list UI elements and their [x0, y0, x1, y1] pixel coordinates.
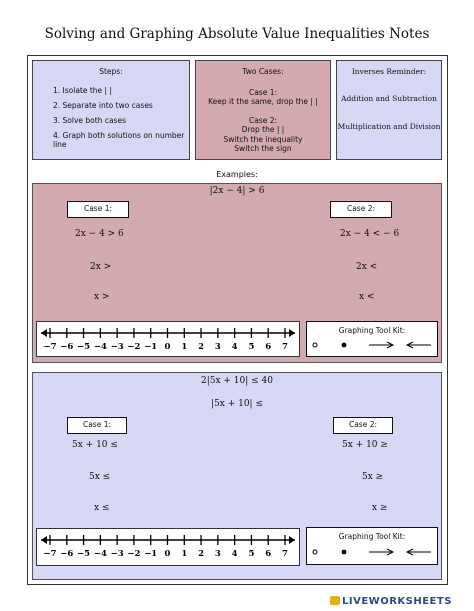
closed-circle-icon	[342, 343, 347, 348]
step-item: 2. Separate into two cases	[53, 101, 153, 110]
closed-circle-icon	[342, 550, 347, 555]
example1-case2-step: 2x <	[356, 262, 378, 272]
example2-case1-step: 5x + 10 ≤	[72, 440, 118, 450]
number-line-tick-label: 0	[164, 342, 171, 352]
number-line-tick-label: 1	[181, 342, 188, 352]
example1-problem: |2x − 4| > 6	[209, 186, 265, 196]
step-item: 1. Isolate the | |	[53, 86, 112, 95]
arrow-right-icon	[289, 536, 295, 544]
example1-case1-step: 2x − 4 > 6	[75, 229, 124, 239]
inverses-box	[336, 60, 442, 160]
example1-case1-label: Case 1:	[67, 201, 129, 218]
number-line-tick-label: −7	[43, 342, 57, 352]
inverses-line: Addition and Subtraction	[341, 94, 437, 103]
case2-line: Drop the | |	[241, 125, 285, 134]
steps-box	[32, 60, 190, 160]
number-line-tick-label: −2	[127, 549, 141, 559]
number-line-tick-label: −2	[127, 342, 141, 352]
number-line-tick-label: 5	[248, 549, 255, 559]
number-line-tick-label: 6	[265, 549, 272, 559]
open-circle-icon	[313, 343, 317, 347]
number-line-tick-label: −4	[93, 549, 107, 559]
example1-case2-step: 2x − 4 < − 6	[340, 229, 400, 239]
number-line-tick-label: 7	[282, 549, 288, 559]
case1-title: Case 1:	[248, 87, 278, 97]
two-cases-box	[195, 60, 331, 160]
example2-graphing-tool-kit	[306, 527, 438, 565]
example1-case2-step: x <	[359, 292, 375, 302]
example2-case1-step: 5x ≤	[89, 472, 111, 482]
example2-case2-label: Case 2:	[333, 417, 393, 434]
tool-kit-heading: Graphing Tool Kit:	[338, 532, 406, 541]
number-line-tick-label: 4	[231, 549, 238, 559]
example2-number-line[interactable]	[36, 528, 300, 566]
number-line-tick-label: 3	[214, 342, 221, 352]
number-line-tick-label: −3	[110, 342, 124, 352]
case2-line: Switch the inequality	[223, 134, 303, 144]
examples-label: Examples:	[216, 170, 258, 179]
example1-case2-label: Case 2:	[330, 201, 392, 218]
number-line-tick-label: 2	[198, 549, 205, 559]
open-circle-icon	[313, 550, 317, 554]
footer-brand: LIVEWORKSHEETS	[342, 596, 452, 607]
number-line-tick-label: 2	[198, 342, 205, 352]
number-line-tick-label: −6	[60, 549, 74, 559]
liveworksheets-icon	[330, 596, 340, 605]
steps-heading: Steps:	[99, 67, 123, 76]
case1-text: Keep it the same, drop the | |	[208, 97, 318, 106]
example2-case2-step: 5x ≥	[362, 472, 384, 482]
tool-kit-heading: Graphing Tool Kit:	[338, 326, 406, 335]
liveworksheets-logo	[330, 596, 452, 607]
example2-case1-step: x ≤	[94, 503, 110, 513]
arrow-left-icon	[41, 536, 47, 544]
inverses-line: Multiplication and Division	[337, 122, 441, 131]
number-line-tick-label: −5	[77, 342, 91, 352]
number-line-tick-label: 3	[214, 549, 221, 559]
example2-case2-step: 5x + 10 ≥	[342, 440, 388, 450]
two-cases-heading: Two Cases:	[242, 67, 284, 76]
number-line-tick-label: 1	[181, 549, 188, 559]
example1-number-line[interactable]	[36, 321, 300, 357]
step-item: 4. Graph both solutions on number line	[53, 131, 185, 149]
example1-graphing-tool-kit	[306, 321, 438, 357]
inverses-heading: Inverses Reminder:	[351, 67, 427, 76]
number-line-tick-label: −5	[77, 549, 91, 559]
tool-kit-symbols	[307, 541, 435, 561]
number-line-tick-label: −3	[110, 549, 124, 559]
number-line-tick-label: 5	[248, 342, 255, 352]
arrow-left-icon	[41, 329, 47, 337]
number-line-tick-label: −7	[43, 549, 57, 559]
number-line-tick-label: −1	[144, 549, 158, 559]
number-line-tick-label: 4	[231, 342, 238, 352]
number-line-tick-label: 6	[265, 342, 272, 352]
number-line-tick-label: 7	[282, 342, 288, 352]
example1-case1-step: 2x >	[90, 262, 112, 272]
number-line-graphic	[37, 322, 299, 356]
example2-problem: 2|5x + 10| ≤ 40	[200, 376, 274, 386]
number-line-tick-label: −6	[60, 342, 74, 352]
number-line-tick-label: −4	[93, 342, 107, 352]
arrow-right-icon	[289, 329, 295, 337]
case2-line: Switch the sign	[234, 144, 292, 153]
case2-title: Case 2:	[248, 115, 278, 125]
page-title: Solving and Graphing Absolute Value Inequalities Notes	[44, 26, 430, 42]
example1-case1-step: x >	[94, 292, 110, 302]
step-item: 3. Solve both cases	[53, 116, 126, 125]
number-line-tick-label: −1	[144, 342, 158, 352]
example2-problem-step: |5x + 10| ≤	[211, 399, 263, 409]
number-line-graphic	[37, 529, 299, 565]
example2-case1-label: Case 1:	[67, 417, 127, 434]
number-line-tick-label: 0	[164, 549, 171, 559]
example2-case2-step: x ≥	[372, 503, 388, 513]
tool-kit-symbols	[307, 335, 435, 353]
